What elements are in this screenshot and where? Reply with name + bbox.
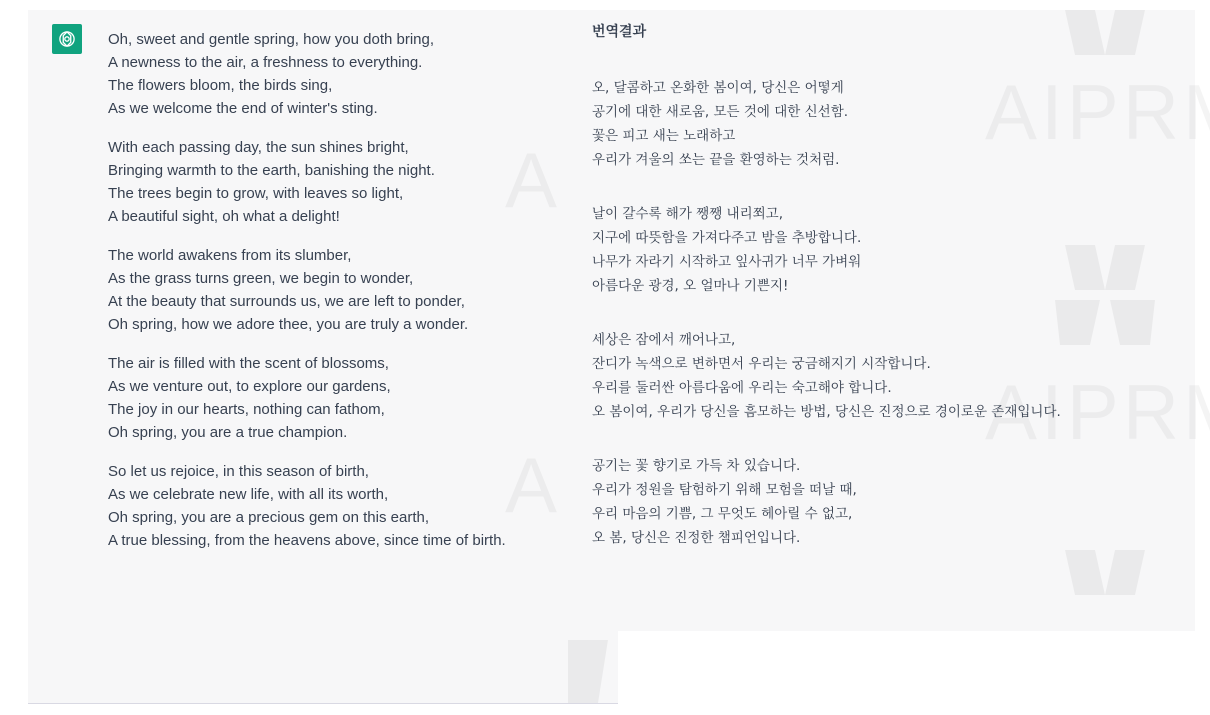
translation-line: 공기에 대한 새로움, 모든 것에 대한 신선함. — [592, 104, 849, 120]
poem-line: A newness to the air, a freshness to everything. — [108, 54, 423, 71]
poem-stanza — [108, 460, 563, 552]
translation-stanza — [592, 76, 1192, 172]
translation-line: 꽃은 피고 새는 노래하고 — [592, 128, 736, 144]
poem-line: As we venture out, to explore our gardens, — [108, 378, 391, 395]
poem-line: A true blessing, from the heavens above, since time of birth. — [108, 532, 506, 549]
poem-stanza — [108, 352, 563, 444]
translation-stanza — [592, 202, 1192, 298]
translation-line: 오 봄, 당신은 진정한 챔피언입니다. — [592, 530, 801, 546]
translation-line: 세상은 잠에서 깨어나고, — [592, 332, 736, 348]
translation-text — [592, 20, 1192, 580]
poem-line: The trees begin to grow, with leaves so light, — [108, 185, 404, 202]
translation-stanza — [592, 328, 1192, 424]
translation-line: 잔디가 녹색으로 변하면서 우리는 궁금해지기 시작합니다. — [592, 356, 931, 372]
translation-title: 번역결과 — [592, 24, 647, 40]
translation-line: 우리가 겨울의 쏘는 끝을 환영하는 것처럼. — [592, 152, 840, 168]
poem-stanza — [108, 244, 563, 336]
translation-line: 우리 마음의 기쁨, 그 무엇도 헤아릴 수 없고, — [592, 506, 853, 522]
translation-line: 아름다운 광경, 오 얼마나 기쁜지! — [592, 278, 789, 294]
poem-line: The world awakens from its slumber, — [108, 247, 352, 264]
translation-line: 오, 달콤하고 온화한 봄이여, 당신은 어떻게 — [592, 80, 844, 96]
translation-line: 우리가 정원을 탐험하기 위해 모험을 떠날 때, — [592, 482, 857, 498]
poem-line: With each passing day, the sun shines bright, — [108, 139, 409, 156]
translation-line: 공기는 꽃 향기로 가득 차 있습니다. — [592, 458, 801, 474]
poem-line: At the beauty that surrounds us, we are left to ponder, — [108, 293, 465, 310]
poem-line: As we welcome the end of winter's sting. — [108, 100, 378, 117]
poem-stanza — [108, 28, 563, 120]
poem-line: The air is filled with the scent of blossoms, — [108, 355, 389, 372]
translation-line: 나무가 자라기 시작하고 잎사귀가 너무 가벼워 — [592, 254, 862, 270]
poem-text — [108, 28, 563, 568]
poem-line: Oh spring, how we adore thee, you are truly a wonder. — [108, 316, 469, 333]
translation-line: 지구에 따뜻함을 가져다주고 밤을 추방합니다. — [592, 230, 862, 246]
translation-line: 오 봄이여, 우리가 당신을 흠모하는 방법, 당신은 진정으로 경이로운 존재입니다. — [592, 404, 1061, 420]
poem-line: As we celebrate new life, with all its worth, — [108, 486, 389, 503]
poem-line: The flowers bloom, the birds sing, — [108, 77, 333, 94]
openai-logo-icon — [57, 29, 77, 49]
poem-stanza — [108, 136, 563, 228]
poem-line: Oh spring, you are a true champion. — [108, 424, 348, 441]
translation-line: 우리를 둘러싼 아름다움에 우리는 숙고해야 합니다. — [592, 380, 892, 396]
poem-line: Oh spring, you are a precious gem on this earth, — [108, 509, 430, 526]
poem-line: A beautiful sight, oh what a delight! — [108, 208, 340, 225]
poem-line: As the grass turns green, we begin to wonder, — [108, 270, 414, 287]
translation-stanza — [592, 454, 1192, 550]
poem-line: So let us rejoice, in this season of birth, — [108, 463, 369, 480]
poem-line: Oh, sweet and gentle spring, how you doth bring, — [108, 31, 435, 48]
chatgpt-avatar — [52, 24, 82, 54]
poem-line: The joy in our hearts, nothing can fathom, — [108, 401, 385, 418]
poem-line: Bringing warmth to the earth, banishing the night. — [108, 162, 435, 179]
translation-line: 날이 갈수록 해가 쨍쨍 내리쬐고, — [592, 206, 783, 222]
